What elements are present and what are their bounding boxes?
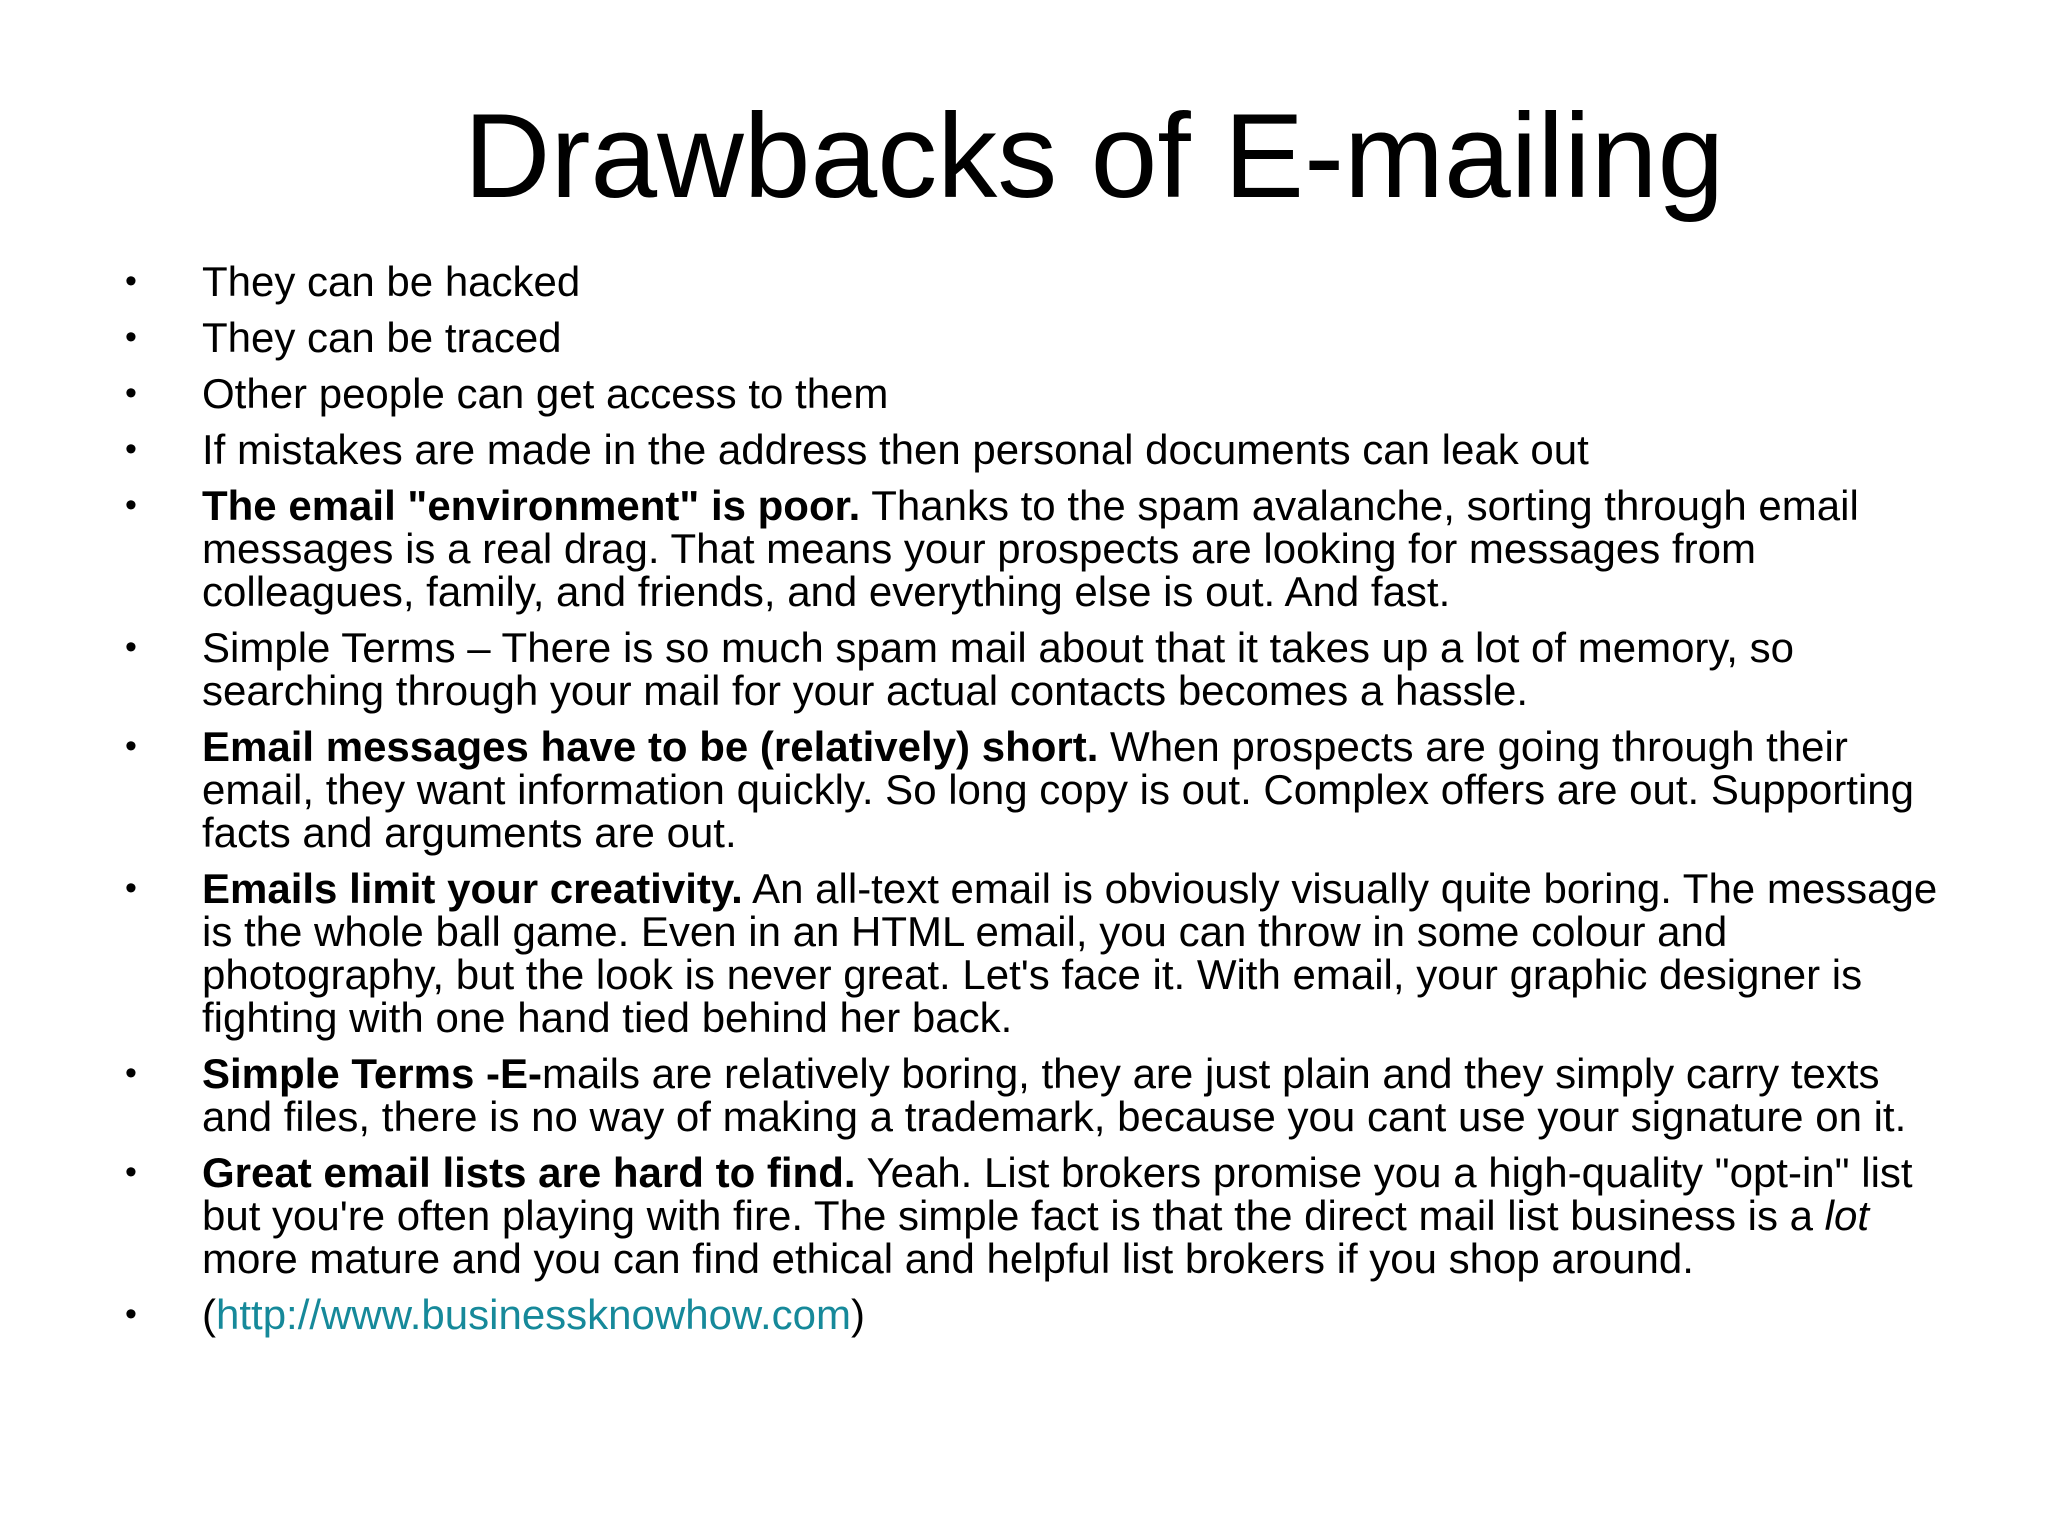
bullet-heading: Emails limit your creativity. — [202, 865, 743, 912]
bullet-icon: • — [125, 1295, 137, 1333]
bullet-heading: Simple Terms -E- — [202, 1050, 542, 1097]
bullet-icon: • — [125, 869, 137, 907]
bullet-text: An all-text email is obviously visually quite boring. The message is the whole ball game. Even in an HTML email, you can throw in some colour and photography, but the look is never great. Let's face it. With email, your graphic designer is fighting with one hand tied behind her back. — [202, 865, 1938, 1041]
bullet-text: They can be traced — [202, 314, 562, 361]
bullet-text: mails are relatively boring, they are just plain and they simply carry texts and files, there is no way of making a trademark, because you cant use your signature on it. — [202, 1050, 1907, 1140]
bullet-heading: Email messages have to be (relatively) short. — [202, 723, 1099, 770]
bullet-item-access — [125, 372, 1955, 415]
bullet-icon: • — [125, 727, 137, 765]
bullet-text: When prospects are going through their email, they want information quickly. So long copy is out. Complex offers are out. Supporting facts and arguments are out. — [202, 723, 1914, 856]
slide-title: Drawbacks of E-mailing — [463, 89, 1725, 223]
bullet-text: If mistakes are made in the address then personal documents can leak out — [202, 426, 1589, 473]
bullet-item-environment — [125, 484, 1955, 613]
bullet-icon: • — [125, 1153, 137, 1191]
bullet-item-source — [125, 1293, 1955, 1336]
bullet-heading: The email "environment" is poor. — [202, 482, 861, 529]
bullet-item-short-messages — [125, 725, 1955, 854]
bullet-icon: • — [125, 486, 137, 524]
source-close-paren: ) — [850, 1291, 865, 1338]
bullet-item-creativity — [125, 867, 1955, 1039]
bullet-icon: • — [125, 318, 137, 356]
bullet-text: Yeah. List brokers promise you a high-quality "opt-in" list but you're often playing with fire. The simple fact is that the direct mail list business is a — [202, 1149, 1913, 1239]
bullet-icon: • — [125, 262, 137, 300]
bullet-icon: • — [125, 430, 137, 468]
bullet-text-after: more mature and you can find ethical and helpful list brokers if you shop around. — [202, 1235, 1694, 1282]
bullet-text: Simple Terms – There is so much spam mail about that it takes up a lot of memory, so searching through your mail for your actual contacts becomes a hassle. — [202, 624, 1795, 714]
bullet-icon: • — [125, 628, 137, 666]
bullet-item-email-lists — [125, 1151, 1955, 1280]
bullet-text: Other people can get access to them — [202, 370, 889, 417]
bullet-item-traced — [125, 316, 1955, 359]
bullet-item-address-mistakes — [125, 428, 1955, 471]
bullet-text: They can be hacked — [202, 258, 581, 305]
source-link[interactable]: http://www.businessknowhow.com — [216, 1291, 851, 1338]
bullet-icon: • — [125, 374, 137, 412]
bullet-list — [125, 260, 1955, 1349]
bullet-heading: Great email lists are hard to find. — [202, 1149, 856, 1196]
bullet-item-hacked — [125, 260, 1955, 303]
bullet-emphasis: lot — [1824, 1192, 1870, 1239]
source-open-paren: ( — [202, 1291, 216, 1338]
bullet-item-spam-memory — [125, 626, 1955, 712]
bullet-icon: • — [125, 1054, 137, 1092]
bullet-item-boring — [125, 1052, 1955, 1138]
bullet-text: Thanks to the spam avalanche, sorting through email messages is a real drag. That means your prospects are looking for messages from colleagues, family, and friends, and everything else is out. And fast. — [202, 482, 1859, 615]
